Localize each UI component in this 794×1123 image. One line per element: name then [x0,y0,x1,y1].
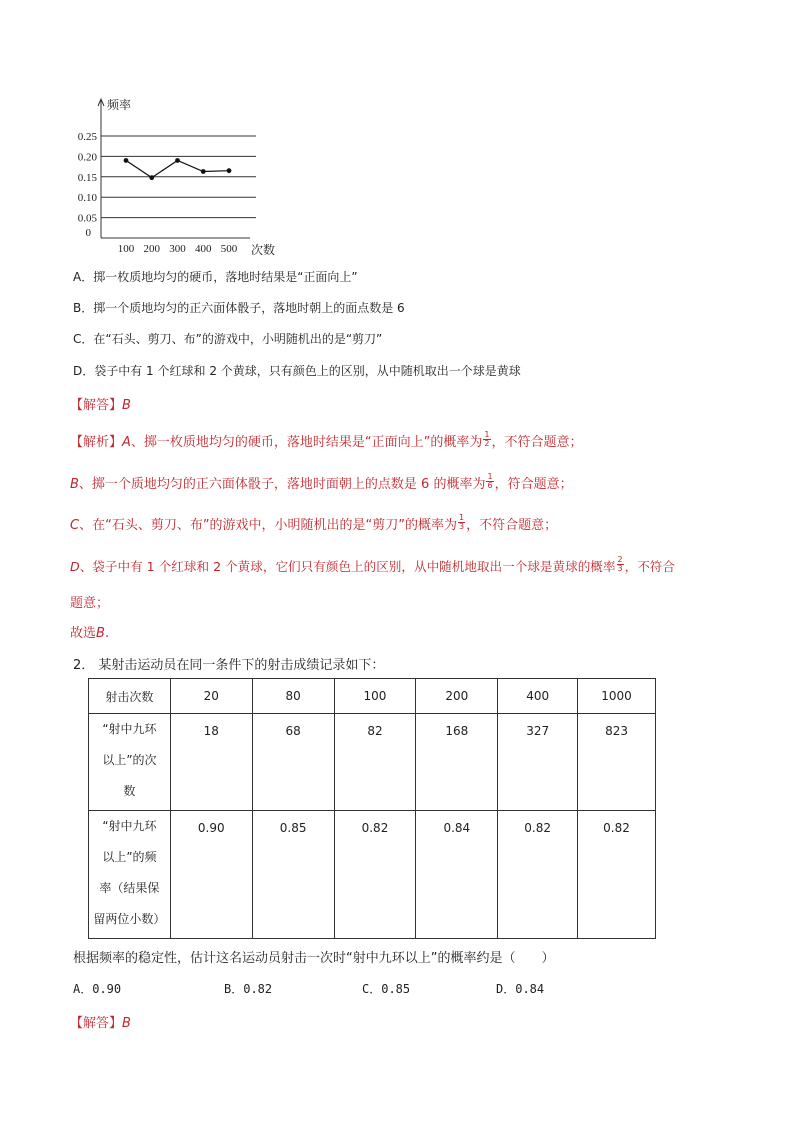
x-axis-label: 次数 [251,243,276,257]
table-cell: 0.90 [170,811,252,939]
q2-question: 根据频率的稳定性，估计这名运动员射击一次时“射中九环以上”的概率约是（ ） [73,951,555,966]
q1-option-a: A．掷一枚质地均匀的硬币，落地时结果是“正面向上” [73,270,358,284]
answer-label: 【解答】 [70,398,123,413]
row-header-line: 留两位小数） [93,912,166,926]
letter-d: D [70,559,80,574]
conclusion-letter: B [96,626,105,641]
fraction-numerator: 1 [459,513,465,522]
fraction-numerator: 1 [484,430,490,439]
frequency-line-chart [60,94,300,260]
letter-b: B [70,477,79,492]
conclusion-text: 故选 [70,626,97,641]
y-tick-label: 0.10 [77,192,97,205]
data-point [149,175,154,180]
analysis-post: ，不符合 [624,559,675,574]
table-cell: 168 [416,714,498,811]
q1-conclusion [70,622,109,641]
table-row [89,714,656,811]
series-line [126,160,229,177]
fraction-denominator: 6 [487,481,493,490]
fraction-denominator: 3 [459,522,465,531]
q2-stem: 2． 某射击运动员在同一条件下的射击成绩记录如下： [73,658,385,673]
table-cell: 0.82 [498,811,578,939]
analysis-post: ，不符合题意； [491,435,583,450]
data-point [201,169,206,174]
fraction-denominator: 3 [617,564,623,573]
q2-option-c: C．0.85 [362,982,411,996]
fraction [486,473,493,490]
table-cell: 0.85 [252,811,334,939]
y-tick-label: 0.20 [77,151,97,164]
x-tick-label: 400 [195,243,212,255]
q1-option-b: B．掷一个质地均匀的正六面体骰子，落地时朝上的面点数是 6 [73,301,405,315]
q1-analysis-line-d [70,556,675,576]
table-cell: 80 [252,679,334,714]
x-tick-label: 200 [143,243,160,255]
answer-value: B [122,398,131,413]
data-point [227,168,232,173]
y-axis-label: 频率 [107,98,132,112]
table-cell: 68 [252,714,334,811]
table-cell: 200 [416,679,498,714]
q1-answer [70,394,131,413]
analysis-text: 、掷一个质地均匀的正六面体骰子，落地时面朝上的点数是 6 的概率为 [78,477,486,492]
table-cell: 0.84 [416,811,498,939]
analysis-post: ，不符合题意； [466,518,558,533]
q1-analysis-line-b [70,473,573,493]
row-header [89,811,171,939]
q1-option-c: C．在“石头、剪刀、布”的游戏中，小明随机出的是“剪刀” [73,332,383,346]
table-cell: 82 [334,714,416,811]
analysis-text: 、在“石头、剪刀、布”的游戏中，小明随机出的是“剪刀”的概率为 [79,518,458,533]
data-point [124,158,129,163]
table-row [89,811,656,939]
letter-c: C [70,518,80,533]
analysis-text: 、掷一枚质地均匀的硬币，落地时结果是“正面向上”的概率为 [130,435,483,450]
y-tick-label: 0.15 [77,171,97,184]
letter-a: A [122,435,131,450]
q1-option-d: D．袋子中有 1 个红球和 2 个黄球，只有颜色上的区别，从中随机取出一个球是黄球 [73,364,521,378]
row-header-line: “射中九环 [102,819,157,833]
table-cell: 1000 [578,679,656,714]
row-header-line: 数 [123,784,136,798]
y-tick-label: 0.25 [77,131,97,143]
x-tick-label: 100 [117,243,135,255]
row-header: 射击次数 [89,679,171,714]
data-point [175,158,180,163]
answer-value: B [122,1016,131,1031]
fraction [458,514,465,531]
table-cell: 400 [498,679,578,714]
table-cell: 18 [170,714,252,811]
table-cell: 100 [334,679,416,714]
q2-option-d: D．0.84 [496,982,545,996]
analysis-label: 【解析】 [70,435,123,450]
table-cell: 0.82 [334,811,416,939]
table-row [89,679,656,714]
row-header-line: 以上”的次 [102,753,157,767]
x-tick-label: 500 [220,243,238,255]
row-header-line: “射中九环 [102,722,157,736]
row-header-line: 以上”的频 [102,850,157,864]
conclusion-period: . [104,626,110,641]
q2-option-a: A．0.90 [73,982,122,996]
row-header-line: 率（结果保 [99,881,160,895]
fraction-numerator: 1 [487,472,493,481]
y-tick-label: 0 [85,227,91,239]
table-cell: 327 [498,714,578,811]
q2-option-b: B．0.82 [224,982,273,996]
q1-analysis-tail: 题意； [70,596,110,611]
fraction-numerator: 2 [617,555,623,564]
y-tick-label: 0.05 [77,212,97,225]
row-header [89,714,171,811]
q2-score-table [88,678,656,939]
q1-analysis-line-a [70,431,583,451]
answer-label: 【解答】 [70,1016,123,1031]
x-tick-label: 300 [169,243,186,255]
fraction [483,431,490,448]
analysis-text: 、袋子中有 1 个红球和 2 个黄球，它们只有颜色上的区别，从中随机地取出一个球是黄球的概率 [79,559,616,574]
table-cell: 0.82 [578,811,656,939]
table-cell: 823 [578,714,656,811]
table-cell: 20 [170,679,252,714]
analysis-post: ，符合题意； [494,477,573,492]
q2-answer [70,1012,131,1031]
q1-analysis-line-c [70,514,557,534]
fraction-denominator: 2 [484,439,490,448]
fraction [617,556,624,573]
